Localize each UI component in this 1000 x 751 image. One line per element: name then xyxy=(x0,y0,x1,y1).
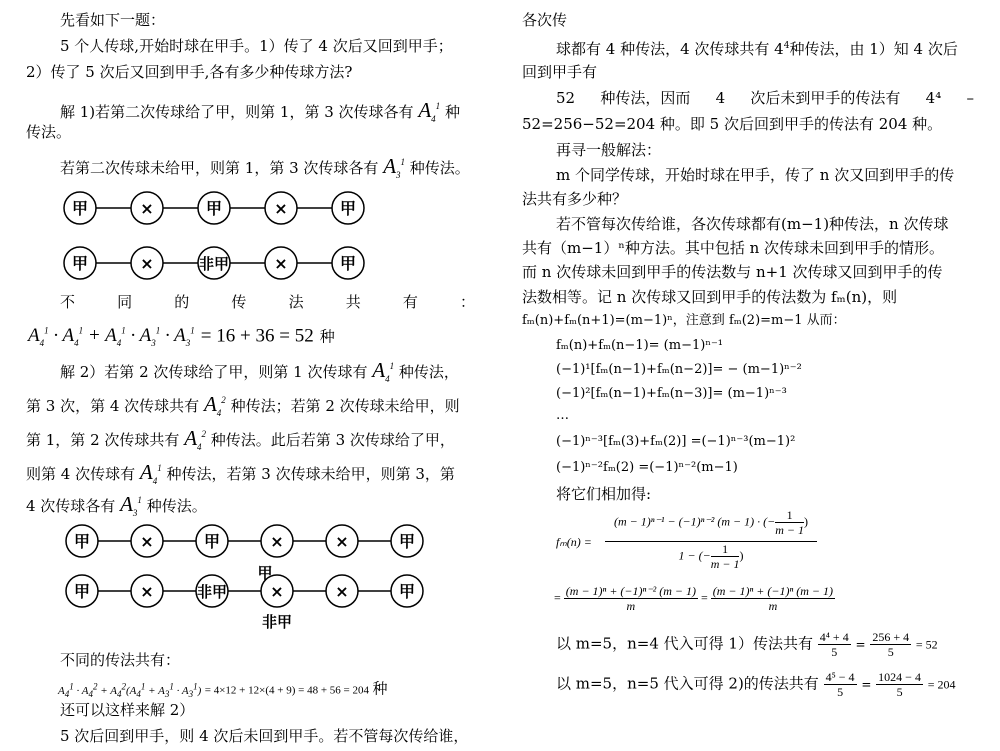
sub1-frac-a-num: 4⁴ + 4 xyxy=(819,630,849,644)
right-line-6: 再寻一般解法： xyxy=(556,141,662,159)
substitution-2: 以 m=5，n=5 代入可得 2)的传法共有 $\frac{\text{4⁵ − 4}}{5}$ = $\frac{1024 - 4}{5}$ = 204 xyxy=(556,670,956,699)
word: 4 xyxy=(715,89,726,107)
sub2-frac-a-num: 4⁵ − 4 xyxy=(825,670,855,684)
right-line-1: 各次传 xyxy=(522,11,568,29)
solution1-line-2: 传法。 xyxy=(26,123,72,141)
final-frac-1-den: m xyxy=(626,599,636,613)
right-line-11: 而 n 次传球未回到甲手的传法数与 n+1 次传球又回到甲手的传 xyxy=(522,263,943,281)
alt-solution-line: 还可以这样来解 2） xyxy=(60,701,195,719)
solution1-text-c: 若第二次传球未给甲，则第 1，第 3 次传球各有 xyxy=(60,159,379,177)
char: 有 xyxy=(402,293,418,311)
alt-solution-line-2: 5 次后回到甲手，则 4 次后未回到甲手。若不管每次传给谁， xyxy=(60,727,469,745)
right-line-4 xyxy=(556,88,974,108)
equation-6: (−1)ⁿ⁻²fₘ(2) =(−1)ⁿ⁻²(m−1) xyxy=(556,460,738,475)
inner-frac-num: 1 xyxy=(775,508,804,523)
A42-symbol: $A_4^2$ xyxy=(184,426,207,453)
right-text-a: 球都有 4 种传法，4 次传球共有 4 xyxy=(556,40,784,58)
fm-denominator: 1 − (− $\frac{1}{m - 1}$ ) xyxy=(605,541,817,571)
equation-5: (−1)ⁿ⁻³[fₘ(3)+fₘ(2)] =(−1)ⁿ⁻³(m−1)² xyxy=(556,434,796,449)
solution2-text-g: 则第 4 次传球有 xyxy=(26,465,136,483)
sub1-frac-b-num: 256 + 4 xyxy=(872,630,910,644)
player-label: 甲 xyxy=(71,254,89,273)
char: ： xyxy=(459,293,475,311)
problem-line-1: 5 个人传球,开始时球在甲手。1）传了 4 次后又回到甲手； xyxy=(60,37,453,55)
sub2-frac-a-den: 5 xyxy=(837,685,844,699)
solution2-line-4 xyxy=(26,458,455,491)
final-formula: = $\frac{\text{(m − 1)ⁿ + (−1)ⁿ⁻² (m − 1)}}{m}$ = $\frac{\text{(m − 1)ⁿ + (−1)ⁿ (m − 1)}}{m}$ xyxy=(554,584,834,613)
equation-3: (−1)²[fₘ(n−1)+fₘ(n−3)]= (m−1)ⁿ⁻³ xyxy=(556,386,787,401)
sub2-result: = 204 xyxy=(927,677,956,692)
solution1-text-a: 解 1)若第二次传球给了甲，则第 1，第 3 次传球各有 xyxy=(60,103,414,121)
player-label: 非甲 xyxy=(196,583,228,601)
inner-frac-den: m − 1 xyxy=(710,557,740,571)
player-label: 甲 xyxy=(398,582,416,601)
player-label: 甲 xyxy=(339,199,357,218)
total-ways-2-heading: 不同的传法共有： xyxy=(60,651,181,669)
final-frac-1-num: (m − 1)ⁿ + (−1)ⁿ⁻² (m − 1) xyxy=(565,584,696,598)
right-line-7: m 个同学传球，开始时球在甲手，传了 n 次又回到甲手的传 xyxy=(556,166,955,184)
solution2-text-a: 解 2）若第 2 次传球给了甲，则第 1 次传球有 xyxy=(60,363,368,381)
A42-symbol: $A_4^2$ xyxy=(203,392,226,419)
sum-line: 将它们相加得: xyxy=(556,485,652,503)
inner-frac-num: 1 xyxy=(711,542,740,557)
A41-symbol: $A_4^1$ xyxy=(418,98,441,125)
player-label: × xyxy=(140,582,154,601)
player-label: × xyxy=(270,532,284,551)
player-label: × xyxy=(335,582,349,601)
sub1-frac-b-den: 5 xyxy=(887,645,894,659)
player-label: 非甲 xyxy=(198,255,230,273)
word: 4⁴ xyxy=(925,89,942,107)
char: 不 xyxy=(60,293,76,311)
solution2-text-b: 种传法， xyxy=(398,363,459,381)
char: 共 xyxy=(345,293,361,311)
word: 52 xyxy=(556,89,576,107)
sub2-frac-b xyxy=(876,670,923,699)
formula-1 xyxy=(28,318,335,356)
char: 法 xyxy=(288,293,304,311)
solution2-text-i: 4 次传球各有 xyxy=(26,497,116,515)
solution2-line-1 xyxy=(60,356,459,389)
A31-symbol: $A_3^1$ xyxy=(383,154,406,181)
final-frac-2-num: (m − 1)ⁿ + (−1)ⁿ (m − 1) xyxy=(712,584,834,598)
fm-denominator-text: 1 − (− xyxy=(678,548,711,563)
player-label: 甲 xyxy=(73,532,91,551)
substitution-1-text: 以 m=5，n=4 代入可得 1）传法共有 xyxy=(556,634,813,653)
pass-diagram-2 xyxy=(60,518,440,638)
player-label: 甲 xyxy=(71,199,89,218)
solution1-text-b: 种 xyxy=(444,103,460,121)
final-frac-2-den: m xyxy=(768,599,778,613)
right-line-10: 共有（m−1）ⁿ种方法。其中包括 n 次传球未回到甲手的情形。 xyxy=(522,239,945,257)
branch-label-above: 甲 xyxy=(257,564,273,582)
solution2-text-f: 种传法。此后若第 3 次传球给了甲， xyxy=(210,431,455,449)
word: 次后未到甲手的传法有 xyxy=(750,89,901,107)
solution1-line-3 xyxy=(60,152,470,185)
inner-frac-den: m − 1 xyxy=(775,523,804,537)
player-label: × xyxy=(274,199,288,218)
player-label: × xyxy=(140,532,154,551)
inner-frac xyxy=(775,508,804,537)
fm-numerator-text: (m − 1)ⁿ⁻¹ − (−1)ⁿ⁻² (m − 1) · (− xyxy=(614,514,776,529)
char: 的 xyxy=(174,293,190,311)
sub2-frac-b-num: 1024 − 4 xyxy=(878,670,921,684)
fm-label xyxy=(556,532,592,552)
player-label: × xyxy=(335,532,349,551)
player-label: 甲 xyxy=(203,532,221,551)
equation-2: (−1)¹[fₘ(n−1)+fₘ(n−2)]= − (m−1)ⁿ⁻² xyxy=(556,362,802,377)
formula-1-terms: $A_4^1 \cdot A_4^1 + A_4^1 \cdot A_3^1 \cdot A_3^1$ xyxy=(28,325,195,349)
word: – xyxy=(966,89,974,107)
substitution-2-text: 以 m=5，n=5 代入可得 2)的传法共有 xyxy=(556,674,819,693)
solution1-line-1 xyxy=(60,96,460,129)
char: 传 xyxy=(231,293,247,311)
sub1-frac-a-den: 5 xyxy=(831,645,838,659)
sub2-frac-a xyxy=(824,670,857,699)
player-label: × xyxy=(274,254,288,273)
formula-2-unit: 种 xyxy=(372,679,388,698)
solution2-text-c: 第 3 次，第 4 次传球共有 xyxy=(26,397,200,415)
intro-line: 先看如下一题： xyxy=(60,11,166,29)
problem-line-2: 2）传了 5 次后又回到甲手,各有多少种传球方法? xyxy=(26,63,353,81)
right-line-13: fₘ(n)+fₘ(n+1)=(m−1)ⁿ，注意到 fₘ(2)=m−1 从而： xyxy=(522,313,846,328)
player-label: 甲 xyxy=(339,254,357,273)
solution1-text-d: 种传法。 xyxy=(409,159,470,177)
final-frac-2 xyxy=(711,584,835,613)
right-line-3: 回到甲手有 xyxy=(522,63,598,81)
formula-1-result: = 16 + 36 = 52 xyxy=(200,325,314,347)
player-label: 甲 xyxy=(398,532,416,551)
right-text-b: 种传法，由 1）知 4 次后 xyxy=(789,40,958,58)
right-line-12: 法数相等。记 n 次传球又回到甲手的传法数为 fₘ(n)，则 xyxy=(522,288,898,306)
total-ways-heading xyxy=(60,292,475,312)
A41-symbol: $A_4^1$ xyxy=(372,358,395,385)
player-label: × xyxy=(140,254,154,273)
branch-label-below: 非甲 xyxy=(261,613,293,631)
player-label: × xyxy=(140,199,154,218)
inner-frac xyxy=(711,542,740,571)
right-line-9: 若不管每次传给谁，各次传球都有(m−1)种传法，n 次传球 xyxy=(556,215,949,233)
char: 同 xyxy=(117,293,133,311)
right-line-2: 球都有 4 种传法，4 次传球共有 $4^4$种传法，由 1）知 4 次后 xyxy=(556,40,958,58)
solution2-text-h: 种传法，若第 3 次传球未给甲，则第 3，第 xyxy=(166,465,455,483)
player-label: 甲 xyxy=(205,199,223,218)
fm-label-text: fₘ(n) = xyxy=(556,535,592,549)
sub1-result: = 52 xyxy=(915,637,938,652)
pass-diagram-1 xyxy=(60,185,420,295)
formula-2-terms: $A_4^1 \cdot A_4^2 + A_4^2(A_4^1 + A_3^1 \cdot A_3^1)$ xyxy=(58,681,202,699)
fm-fraction xyxy=(605,508,817,571)
substitution-1: 以 m=5，n=4 代入可得 1）传法共有 $\frac{\text{4⁴ + 4}}{5}$ = $\frac{256 + 4}{5}$ = 52 xyxy=(556,630,938,659)
right-line-5: 52=256−52=204 种。即 5 次后回到甲手的传法有 204 种。 xyxy=(522,115,943,133)
A41-symbol: $A_4^1$ xyxy=(139,460,162,487)
word: 种传法，因而 xyxy=(600,89,691,107)
formula-1-unit: 种 xyxy=(319,327,335,346)
player-label: × xyxy=(270,582,284,601)
solution2-line-3 xyxy=(26,424,455,457)
solution2-line-2 xyxy=(26,390,460,423)
player-label: 甲 xyxy=(73,582,91,601)
solution2-text-e: 第 1，第 2 次传球共有 xyxy=(26,431,180,449)
solution2-text-j: 种传法。 xyxy=(146,497,207,515)
formula-2-result: = 4×12 + 12×(4 + 9) = 48 + 56 = 204 xyxy=(204,684,369,697)
final-frac-1 xyxy=(564,584,698,613)
A31-symbol: $A_3^1$ xyxy=(120,492,142,519)
fm-numerator: (m − 1)ⁿ⁻¹ − (−1)ⁿ⁻² (m − 1) · (− $\frac{1}{m - 1}$ ) xyxy=(614,508,808,537)
sub1-frac-a xyxy=(818,630,851,659)
sub2-frac-b-den: 5 xyxy=(896,685,903,699)
equation-1: fₘ(n)+fₘ(n−1)= (m−1)ⁿ⁻¹ xyxy=(556,338,724,353)
right-line-8: 法共有多少种？ xyxy=(522,190,628,208)
solution2-text-d: 种传法；若第 2 次传球未给甲，则 xyxy=(230,397,460,415)
sub1-frac-b xyxy=(870,630,911,659)
equation-4: … xyxy=(556,408,569,423)
